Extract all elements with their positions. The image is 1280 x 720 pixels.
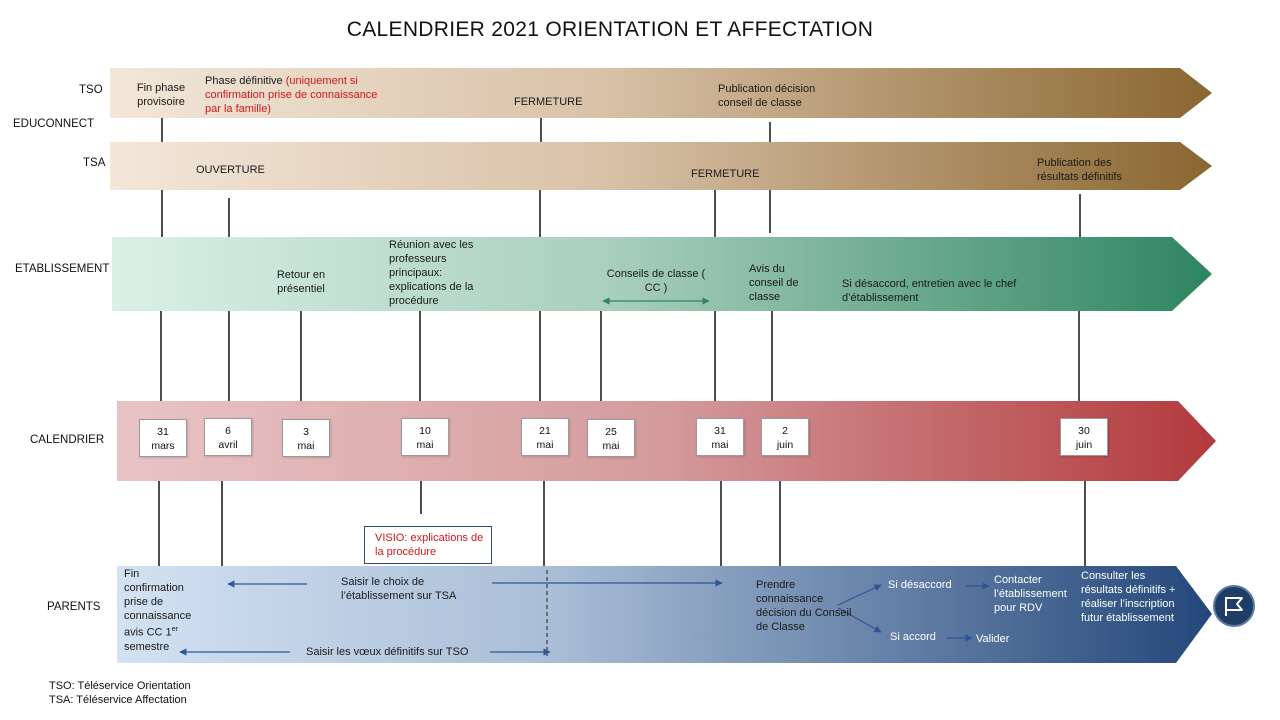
date-box: 31 mars xyxy=(139,419,187,457)
row-label-etablissement: ETABLISSEMENT xyxy=(15,263,110,275)
date-box: 2 juin xyxy=(761,418,809,456)
legend-tsa: TSA: Téléservice Affectation xyxy=(49,694,187,706)
row-label-parents: PARENTS xyxy=(47,601,101,613)
page-title: CALENDRIER 2021 ORIENTATION ET AFFECTATION xyxy=(346,18,874,41)
tsa-publication: Publication des résultats définitifs xyxy=(1037,157,1122,183)
parents-contacter: Contacter l’établissement pour RDV xyxy=(994,574,1067,614)
parents-consulter: Consulter les résultats définitifs + réaliser l’inscription futur établissement xyxy=(1081,570,1176,624)
etab-conseils: Conseils de classe ( CC ) xyxy=(606,268,706,294)
etab-reunion: Réunion avec les professeurs principaux: explications de la procédure xyxy=(389,239,474,307)
tso-phase-definitive-condition: (uniquement si confirmation prise de connaissance par la famille) xyxy=(205,75,378,115)
date-box: 25 mai xyxy=(587,419,635,457)
date-box: 6 avril xyxy=(204,418,252,456)
date-box: 21 mai xyxy=(521,418,569,456)
etab-avis: Avis du conseil de classe xyxy=(749,263,799,303)
etab-retour: Retour en présentiel xyxy=(276,269,326,295)
tsa-ouverture: OUVERTURE xyxy=(196,164,265,176)
date-box: 10 mai xyxy=(401,418,449,456)
date-box: 31 mai xyxy=(696,418,744,456)
etab-desaccord: Si désaccord, entretien avec le chef d’établissement xyxy=(842,278,1017,304)
tso-fermeture: FERMETURE xyxy=(514,96,583,108)
visio-box: VISIO: explications de la procédure xyxy=(364,526,492,564)
row-label-calendrier: CALENDRIER xyxy=(30,434,105,446)
row-label-tsa: TSA xyxy=(83,157,106,169)
parents-saisir-voeux: Saisir les vœux définitifs sur TSO xyxy=(306,646,469,658)
parents-prendre: Prendre connaissance décision du Conseil de Classe xyxy=(756,579,852,633)
row-label-tso: TSO xyxy=(79,84,103,96)
parents-valider: Valider xyxy=(976,633,1010,645)
flag-icon xyxy=(1214,586,1254,626)
legend-tso: TSO: Téléservice Orientation xyxy=(49,680,191,692)
date-box: 30 juin xyxy=(1060,418,1108,456)
parents-saisir-choix: Saisir le choix de l’établissement sur TSA xyxy=(341,576,457,602)
tso-publication: Publication décision conseil de classe xyxy=(718,83,816,109)
parents-fin-confirmation: Fin confirmation prise de connaissance avis CC 1er semestre xyxy=(124,568,192,653)
row-label-educonnect: EDUCONNECT xyxy=(13,118,95,130)
tso-fin-phase: Fin phase provisoire xyxy=(136,82,186,108)
parents-si-accord: Si accord xyxy=(890,631,936,643)
tsa-fermeture: FERMETURE xyxy=(691,168,760,180)
tso-phase-definitive: Phase définitive (uniquement si confirmation prise de connaissance par la famille) xyxy=(205,75,378,115)
parents-si-desaccord: Si désaccord xyxy=(888,579,952,591)
date-box: 3 mai xyxy=(282,419,330,457)
